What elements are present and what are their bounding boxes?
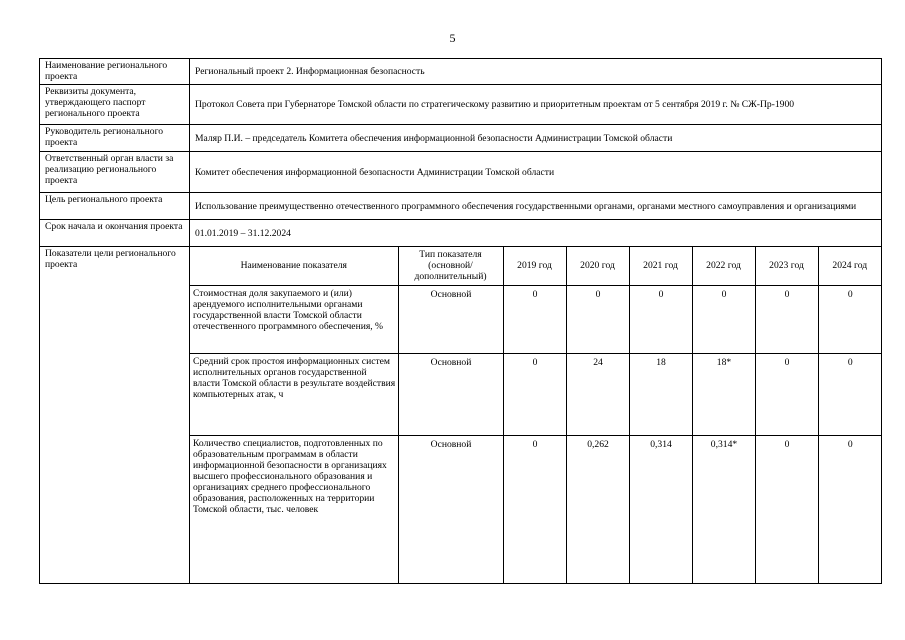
indicator-value: 0 [503, 285, 566, 353]
row-value: Комитет обеспечения информационной безопасности Администрации Томской области [190, 152, 882, 193]
table-row [190, 435, 881, 583]
indicator-value: 24 [566, 353, 629, 435]
row-value: Региональный проект 2. Информационная безопасность [190, 59, 882, 85]
indicators-header-row [190, 247, 881, 285]
indicator-type: Основной [398, 353, 503, 435]
header-year: 2024 год [818, 247, 881, 285]
row-value: Протокол Совета при Губернаторе Томской области по стратегическому развитию и приоритетным проектам от 5 сентября 2019 г. № СЖ-Пр-1900 [190, 85, 882, 125]
row-label: Наименование регионального проекта [40, 59, 190, 85]
indicator-value: 0 [503, 353, 566, 435]
row-label: Срок начала и окончания проекта [40, 220, 190, 247]
indicator-type: Основной [398, 285, 503, 353]
row-value: 01.01.2019 – 31.12.2024 [190, 220, 882, 247]
indicator-value: 0 [818, 435, 881, 583]
indicator-name: Количество специалистов, подготовленных по образовательным программам в области информационной безопасности в организациях высшего профессионального образования и организациях среднего профессионального образования, расположенных на территории Томской области, тыс. человек [190, 435, 398, 583]
table-row [190, 285, 881, 353]
indicator-value: 0 [755, 435, 818, 583]
header-year: 2020 год [566, 247, 629, 285]
indicator-value: 0,262 [566, 435, 629, 583]
project-passport-table [39, 58, 882, 584]
row-project-dates [40, 220, 882, 247]
indicator-value: 0,314 [629, 435, 692, 583]
row-label: Показатели цели регионального проекта [40, 247, 190, 584]
indicator-value: 0 [503, 435, 566, 583]
row-label: Ответственный орган власти за реализацию регионального проекта [40, 152, 190, 193]
indicator-value: 0 [566, 285, 629, 353]
header-year: 2021 год [629, 247, 692, 285]
row-label: Руководитель регионального проекта [40, 125, 190, 152]
row-label: Цель регионального проекта [40, 193, 190, 220]
page-number: 5 [449, 31, 456, 45]
indicator-value: 0 [755, 353, 818, 435]
indicator-value: 18 [629, 353, 692, 435]
indicator-value: 0 [755, 285, 818, 353]
row-project-head [40, 125, 882, 152]
indicator-value: 0 [818, 285, 881, 353]
indicator-name: Средний срок простоя информационных систем исполнительных органов государственной власти Томской области в результате воздействия компьютерных атак, ч [190, 353, 398, 435]
table-row [190, 353, 881, 435]
indicator-value: 18* [692, 353, 755, 435]
header-year: 2023 год [755, 247, 818, 285]
header-indicator-type: Тип показателя (основной/ дополнительный) [398, 247, 503, 285]
row-responsible-body [40, 152, 882, 193]
header-year: 2019 год [503, 247, 566, 285]
header-indicator-name: Наименование показателя [240, 260, 347, 272]
row-project-goal [40, 193, 882, 220]
row-value: Использование преимущественно отечественного программного обеспечения государственными органами, органами местного самоуправления и организациями [190, 193, 882, 220]
indicators-table [190, 247, 881, 583]
indicator-value: 0,314* [692, 435, 755, 583]
indicator-value: 0 [818, 353, 881, 435]
indicator-value: 0 [629, 285, 692, 353]
row-indicators [40, 247, 882, 584]
row-label: Реквизиты документа, утверждающего паспорт регионального проекта [40, 85, 190, 125]
indicator-name: Стоимостная доля закупаемого и (или) арендуемого исполнительными органами государственной власти Томской области отечественного программного обеспечения, % [190, 285, 398, 353]
header-year: 2022 год [692, 247, 755, 285]
row-document-details [40, 85, 882, 125]
indicator-value: 0 [692, 285, 755, 353]
row-value: Маляр П.И. – председатель Комитета обеспечения информационной безопасности Администрации Томской области [190, 125, 882, 152]
indicator-type: Основной [398, 435, 503, 583]
indicators-cell [190, 247, 882, 584]
row-project-name [40, 59, 882, 85]
